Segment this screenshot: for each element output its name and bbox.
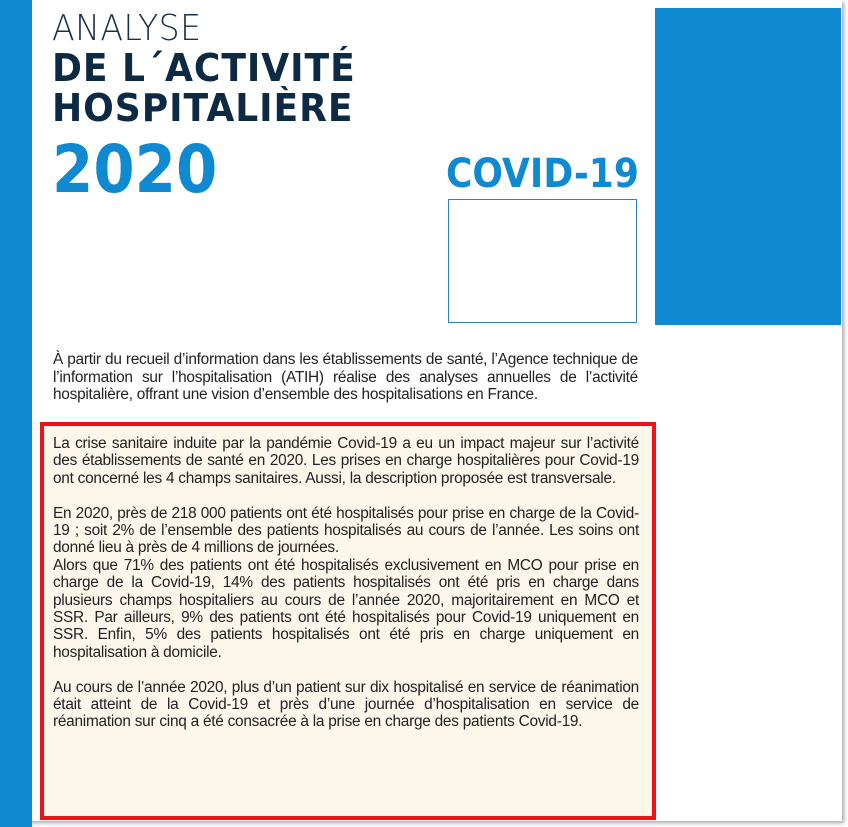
highlight-paragraph-2: En 2020, près de 218 000 patients ont été hospitalisés pour prise en charge de la Covid-19 ; soit 2% de l’ensemble des patients hospitalisés au cours de l’année. Les soins ont donné lieu à près de 4 millions de journées.: [53, 504, 639, 557]
covid-image-frame: [448, 199, 637, 323]
highlight-paragraph-3: Alors que 71% des patients ont été hospitalisés exclusivement en MCO pour prise en charge de la Covid-19, 14% des patients hospitalisés ont été pris en charge dans plusieurs champs hospitaliers au cours de l’année 2020, majoritairement en MCO et SSR. Par ailleurs, 9% des patients ont été hospitalisés pour Covid-19 uniquement en SSR. Enfin, 5% des patients hospitalisés ont été pris en charge uniquement en hospitalisation à domicile.: [53, 556, 639, 661]
title-line-2: DE L´ACTIVITÉ: [52, 46, 356, 90]
title-line-1: ANALYSE: [52, 8, 202, 49]
highlight-paragraph-1: La crise sanitaire induite par la pandémie Covid-19 a eu un impact majeur sur l’activité des établissements de santé en 2020. Les prises en charge hospitalières pour Covid-19 ont concerné les 4 champs sanitaires. Aussi, la description proposée est transversale.: [53, 435, 639, 487]
intro-paragraph: À partir du recueil d’information dans les établissements de santé, l’Agence technique de l’information sur l’hospitalisation (ATIH) réalise des analyses annuelles de l’activité hospitalière, offrant une vision d’ensemble des hospitalisations en France.: [53, 351, 638, 404]
right-accent-block: [655, 8, 841, 325]
covid-heading: COVID-19: [446, 151, 639, 197]
title-year: 2020: [52, 131, 218, 208]
report-title: [52, 10, 372, 206]
title-line-3: HOSPITALIÈRE: [52, 86, 354, 130]
left-accent-bar: [0, 0, 32, 827]
highlight-text: [53, 435, 639, 731]
highlight-paragraph-4: Au cours de l’année 2020, plus d’un patient sur dix hospitalisé en service de réanimation était atteint de la Covid-19 et près d’une journée d’hospitalisation en service de réanimation sur cinq a été consacrée à la prise en charge des patients Covid-19.: [53, 678, 639, 731]
